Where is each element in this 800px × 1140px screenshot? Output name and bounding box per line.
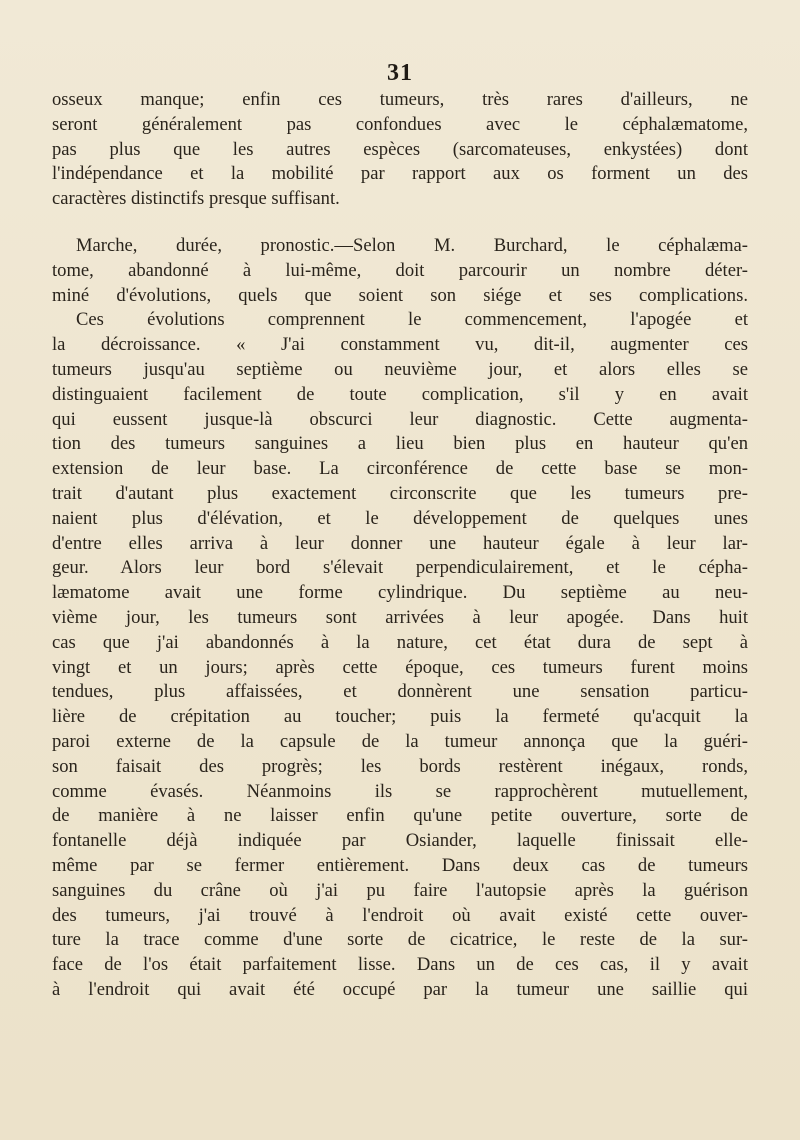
text-line: tendues, plus affaissées, et donnèrent une sensation particu-	[52, 681, 748, 703]
text-line: son faisait des progrès; les bords restèrent inégaux, ronds,	[52, 755, 748, 777]
text-line: osseux manque; enfin ces tumeurs, très rares d'ailleurs, ne	[52, 89, 748, 110]
text-line: caractères distinctifs presque suffisant.	[52, 188, 340, 210]
text-line: fontanelle déjà indiquée par Osiander, laquelle finissait elle-	[52, 830, 748, 852]
text-line: tumeurs jusqu'au septième ou neuvième jour, et alors elles se	[52, 358, 748, 380]
text-line: Ces évolutions comprennent le commencement, l'apogée et	[76, 309, 748, 331]
text-line: seront généralement pas confondues avec le céphalæmatome,	[52, 113, 748, 135]
text-line: trait d'autant plus exactement circonscrite que les tumeurs pre-	[52, 482, 748, 504]
section-heading-line: Marche, durée, pronostic.—Selon M. Burchard, le céphalæma-	[76, 234, 748, 256]
text-line: vième jour, les tumeurs sont arrivées à leur apogée. Dans huit	[52, 606, 748, 628]
text-line: face de l'os était parfaitement lisse. Dans un de ces cas, il y avait	[52, 954, 748, 976]
text-line: geur. Alors leur bord s'élevait perpendiculairement, et le cépha-	[52, 557, 748, 579]
text-line: l'indépendance et la mobilité par rapport aux os forment un des	[52, 163, 748, 185]
text-line: ture la trace comme d'une sorte de cicatrice, le reste de la sur-	[52, 929, 748, 951]
text-line: lière de crépitation au toucher; puis la fermeté qu'acquit la	[52, 706, 748, 728]
text-line: cas que j'ai abandonnés à la nature, cet état dura de sept à	[52, 631, 748, 653]
text-line: læmatome avait une forme cylindrique. Du septième au neu-	[52, 582, 748, 604]
text-line: à l'endroit qui avait été occupé par la tumeur une saillie qui	[52, 978, 748, 1000]
page-number: 31	[387, 60, 413, 86]
text-line: comme évasés. Néanmoins ils se rapprochèrent mutuellement,	[52, 780, 748, 802]
text-line: même par se fermer entièrement. Dans deux cas de tumeurs	[52, 854, 748, 876]
text-line: qui eussent jusque-là obscurci leur diagnostic. Cette augmenta-	[52, 408, 748, 430]
text-line: distinguaient facilement de toute complication, s'il y en avait	[52, 383, 748, 405]
text-line: d'entre elles arriva à leur donner une hauteur égale à leur lar-	[52, 532, 748, 554]
text-line: extension de leur base. La circonférence de cette base se mon-	[52, 458, 748, 480]
text-line: paroi externe de la capsule de la tumeur annonça que la guéri-	[52, 730, 748, 752]
text-line: naient plus d'élévation, et le développement de quelques unes	[52, 507, 748, 529]
text-line: pas plus que les autres espèces (sarcomateuses, enkystées) dont	[52, 138, 748, 160]
body-text	[52, 88, 748, 1003]
text-line: vingt et un jours; après cette époque, ces tumeurs furent moins	[52, 656, 748, 678]
text-line: miné d'évolutions, quels que soient son siége et ses complications.	[52, 284, 748, 306]
text-line: des tumeurs, j'ai trouvé à l'endroit où avait existé cette ouver-	[52, 904, 748, 926]
text-line: la décroissance. « J'ai constamment vu, dit-il, augmenter ces	[52, 334, 748, 356]
text-line: sanguines du crâne où j'ai pu faire l'autopsie après la guérison	[52, 879, 748, 901]
text-line: tion des tumeurs sanguines a lieu bien plus en hauteur qu'en	[52, 433, 748, 455]
text-line: tome, abandonné à lui-même, doit parcourir un nombre déter-	[52, 259, 748, 281]
text-line: de manière à ne laisser enfin qu'une petite ouverture, sorte de	[52, 805, 748, 827]
